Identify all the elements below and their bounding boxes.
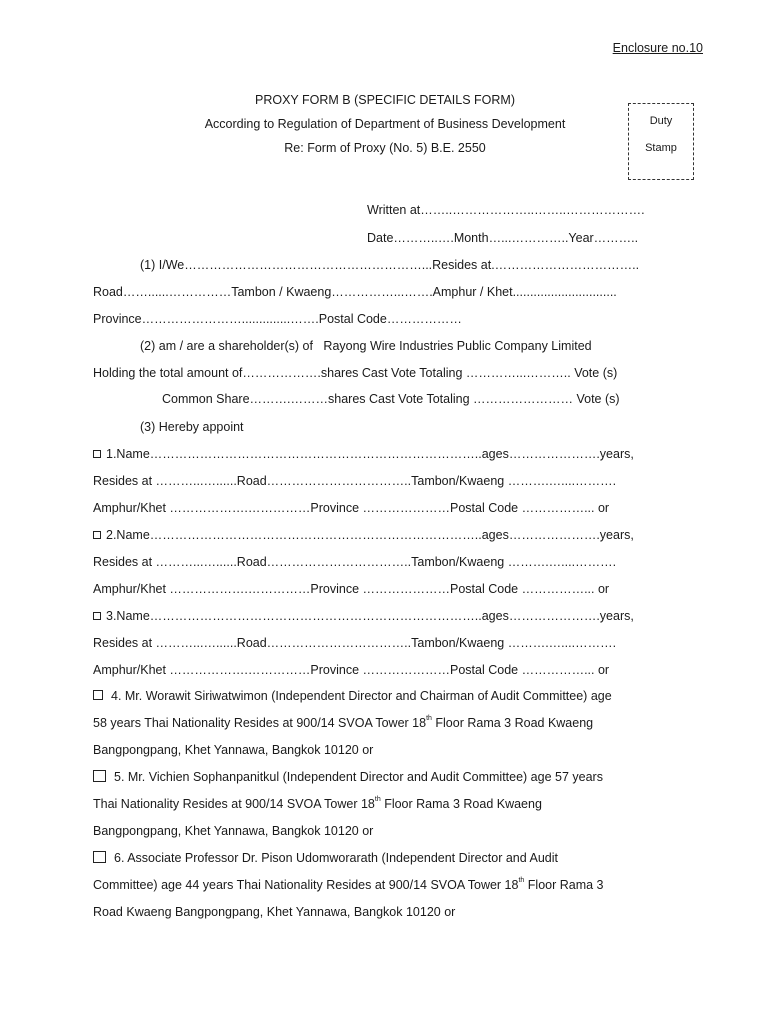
director-5-line-3: Bangpongpang, Khet Yannawa, Bangkok 10120 or xyxy=(93,824,374,838)
proxy-2-name-line xyxy=(93,527,634,543)
director-5-address-part-1: Thai Nationality Resides at 900/14 SVOA Tower 18 xyxy=(93,797,375,811)
director-4-line-2 xyxy=(93,715,593,731)
proxy-1-address-field[interactable]: Resides at ………...…......Road……………………………..Tambon/Kwaeng ……….…....………. xyxy=(93,474,617,488)
director-6-description: 6. Associate Professor Dr. Pison Udomworarath (Independent Director and Audit xyxy=(114,851,558,865)
form-reference: Re: Form of Proxy (No. 5) B.E. 2550 xyxy=(284,141,486,155)
director-5-line-2 xyxy=(93,796,542,812)
shareholder-address-field[interactable]: Road……......……………Tambon / Kwaeng……………...…….Amphur / Khet.............................. xyxy=(93,285,617,299)
proxy-1-province-field[interactable]: Amphur/Khet ……………….……………Province …………………Postal Code ……………... or xyxy=(93,501,610,515)
form-subtitle: According to Regulation of Department of Business Development xyxy=(204,117,566,131)
written-at-field[interactable]: Written at……..………………..……..………………. xyxy=(367,203,645,217)
director-6-checkbox[interactable] xyxy=(93,851,106,863)
proxy-2-name-field[interactable]: 2.Name……………………………………………………………………..ages………………….years, xyxy=(106,528,634,542)
proxy-1-name-line xyxy=(93,446,634,462)
duty-stamp-label-2: Stamp xyxy=(645,142,677,154)
director-4-line-1 xyxy=(93,688,612,704)
director-6-line-3: Road Kwaeng Bangpongpang, Khet Yannawa, Bangkok 10120 or xyxy=(93,905,456,919)
shareholder-province-field[interactable]: Province……………………..............…….Postal Code……………… xyxy=(93,312,462,326)
enclosure-label: Enclosure no.10 xyxy=(612,41,703,55)
director-5-ordinal: th xyxy=(374,796,381,803)
proxy-3-name-field[interactable]: 3.Name……………………………………………………………………..ages………………….years, xyxy=(106,609,634,623)
proxy-3-name-line xyxy=(93,608,634,624)
proxy-1-name-field[interactable]: 1.Name……………………………………………………………………..ages………………….years, xyxy=(106,447,634,461)
director-5-address-part-2: Floor Rama 3 Road Kwaeng xyxy=(380,797,542,811)
proxy-1-checkbox[interactable] xyxy=(93,450,101,458)
proxy-2-checkbox[interactable] xyxy=(93,531,101,539)
proxy-3-province-field[interactable]: Amphur/Khet ……………….……………Province …………………Postal Code ……………... or xyxy=(93,663,610,677)
director-4-description: 4. Mr. Worawit Siriwatwimon (Independent Director and Chairman of Audit Committee) age xyxy=(111,689,612,703)
shareholder-of-line xyxy=(140,338,592,354)
director-6-line-2 xyxy=(93,877,604,893)
director-4-address-part-2: Floor Rama 3 Road Kwaeng xyxy=(431,716,594,730)
director-6-line-1 xyxy=(93,850,558,866)
duty-stamp-box xyxy=(628,103,694,180)
form-title: PROXY FORM B (SPECIFIC DETAILS FORM) xyxy=(255,93,515,107)
director-5-checkbox[interactable] xyxy=(93,770,106,782)
director-5-description: 5. Mr. Vichien Sophanpanitkul (Independent Director and Audit Committee) age 57 years xyxy=(114,770,603,784)
director-4-address-part-1: 58 years Thai Nationality Resides at 900/14 SVOA Tower 18 xyxy=(93,716,427,730)
date-field[interactable]: Date………..….Month…...…………..Year……….. xyxy=(367,231,639,245)
director-4-checkbox[interactable] xyxy=(93,690,103,700)
director-6-address-part-1: Committee) age 44 years Thai Nationality Resides at 900/14 SVOA Tower 18 xyxy=(93,878,519,892)
director-4-ordinal: th xyxy=(426,715,432,722)
hereby-appoint-label: (3) Hereby appoint xyxy=(140,420,244,434)
director-4-line-3: Bangpongpang, Khet Yannawa, Bangkok 10120 or xyxy=(93,743,374,757)
company-name: Rayong Wire Industries Public Company Limited xyxy=(323,339,592,353)
director-6-address-part-2: Floor Rama 3 xyxy=(524,878,604,892)
proxy-3-checkbox[interactable] xyxy=(93,612,101,620)
proxy-3-address-field[interactable]: Resides at ………...…......Road……………………………..Tambon/Kwaeng ……….…....………. xyxy=(93,636,617,650)
proxy-2-province-field[interactable]: Amphur/Khet ……………….……………Province …………………Postal Code ……………... or xyxy=(93,582,610,596)
common-share-field[interactable]: Common Share……….………shares Cast Vote Totaling …………………… Vote (s) xyxy=(162,392,620,406)
shareholder-of-prefix: (2) am / are a shareholder(s) of xyxy=(140,339,313,353)
director-5-line-1 xyxy=(93,769,603,785)
director-6-ordinal: th xyxy=(518,877,525,884)
duty-stamp-label-1: Duty xyxy=(649,115,673,127)
shareholder-name-field[interactable]: (1) I/We…………………………………………………...Resides at.…………………………….. xyxy=(140,258,640,272)
proxy-2-address-field[interactable]: Resides at ………...…......Road……………………………..Tambon/Kwaeng ……….…....………. xyxy=(93,555,617,569)
holding-shares-field[interactable]: Holding the total amount of……………….shares Cast Vote Totaling …………...……….. Vote (s) xyxy=(93,366,618,380)
